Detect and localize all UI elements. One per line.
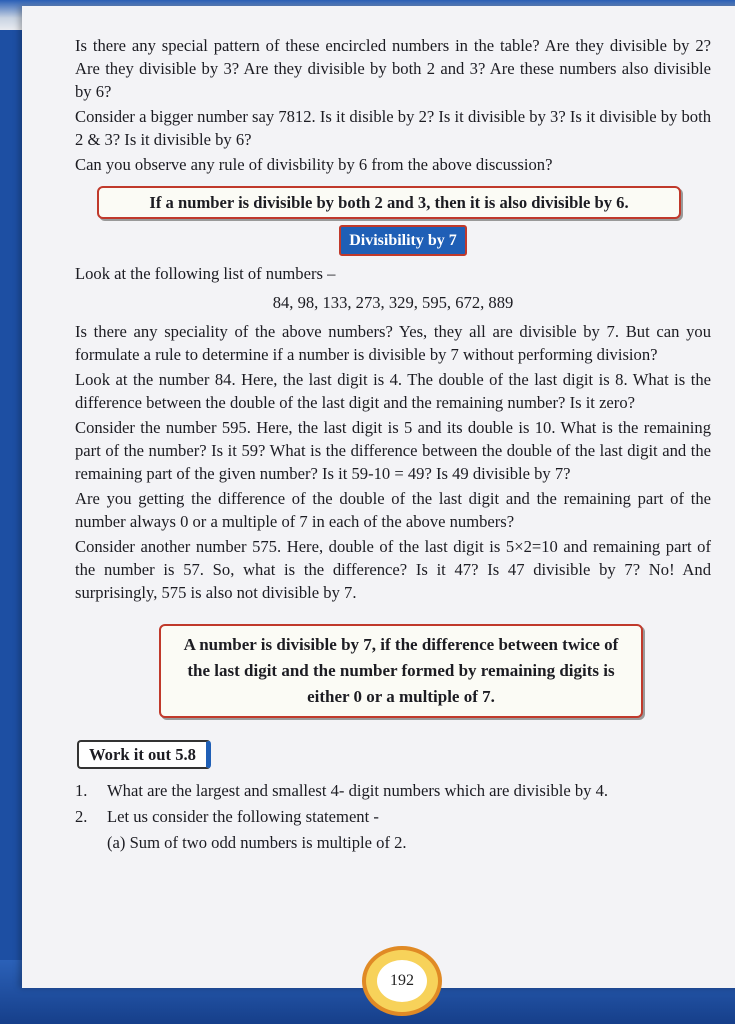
question-text: What are the largest and smallest 4- digit numbers which are divisible by 4. xyxy=(107,781,609,800)
page-content xyxy=(75,34,711,854)
sub-question: (a) Sum of two odd numbers is multiple of 2. xyxy=(107,833,407,852)
page-number-badge xyxy=(362,946,442,1016)
page-number: 192 xyxy=(377,960,427,1002)
question-number: 2. xyxy=(75,807,88,826)
paragraph: Is there any special pattern of these encircled numbers in the table? Are they divisible by 2? Are they divisible by 3? Are they divisible by both 2 and 3? Are these numbers also divisible by 6? xyxy=(75,36,711,101)
paragraph: Look at the number 84. Here, the last digit is 4. The double of the last digit is 8. What is the difference between the double of the last digit and the remaining number? Is it zero? xyxy=(75,370,711,412)
intro-text: Look at the following list of numbers – xyxy=(75,264,336,283)
paragraph: Are you getting the difference of the double of the last digit and the remaining part of the number always 0 or a multiple of 7 in each of the above numbers? xyxy=(75,489,711,531)
list-item xyxy=(75,779,711,802)
divisibility-7-rule-box: A number is divisible by 7, if the difference between twice of the last digit and the number formed by remaining digits is either 0 or a multiple of 7. xyxy=(159,624,643,718)
divisibility-6-rule-box: If a number is divisible by both 2 and 3, then it is also divisible by 6. xyxy=(97,186,681,219)
paragraph: Is there any speciality of the above numbers? Yes, they all are divisible by 7. But can you formulate a rule to determine if a number is divisible by 7 without performing division? xyxy=(75,322,711,364)
paragraph: Consider another number 575. Here, double of the last digit is 5×2=10 and remaining part of the number is 57. So, what is the difference? Is it 47? Is 47 divisible by 7? No! And surprisingly, 575 is also not divisible by 7. xyxy=(75,537,711,602)
section-heading-wrap xyxy=(75,225,711,256)
paragraph: Consider a bigger number say 7812. Is it disible by 2? Is it divisible by 3? Is it divisible by both 2 & 3? Is it divisible by 6? xyxy=(75,107,711,149)
paragraph: Consider the number 595. Here, the last digit is 5 and its double is 10. What is the remaining part of the number? Is it 59? What is the difference between the double of the last digit and the remaining part of the given number? Is it 59-10 = 49? Is 49 divisible by 7? xyxy=(75,418,711,483)
question-list xyxy=(75,779,711,828)
question-number: 1. xyxy=(75,781,88,800)
list-item xyxy=(75,805,711,828)
section-heading: Divisibility by 7 xyxy=(339,225,467,256)
paragraph: Can you observe any rule of divisbility by 6 from the above discussion? xyxy=(75,155,553,174)
number-list: 84, 98, 133, 273, 329, 595, 672, 889 xyxy=(272,293,514,312)
question-text: Let us consider the following statement - xyxy=(107,807,379,826)
work-it-out-heading: Work it out 5.8 xyxy=(77,740,211,769)
